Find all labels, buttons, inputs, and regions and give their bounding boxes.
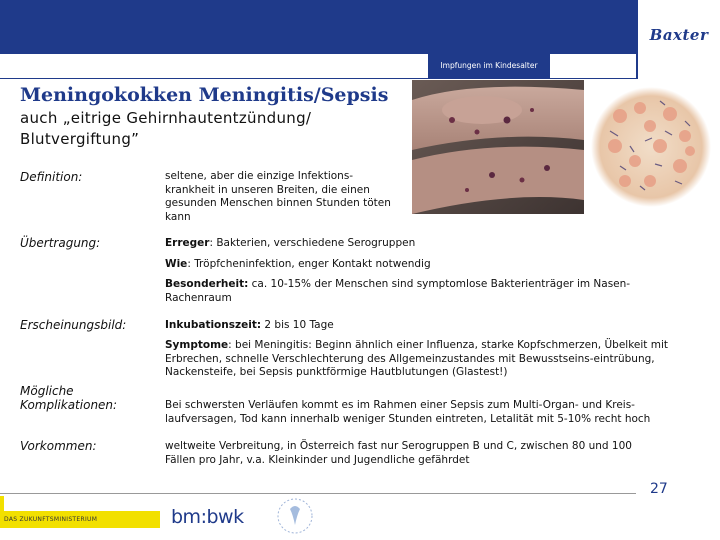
microscopy-image	[590, 86, 712, 208]
occurrence-label: Vorkommen:	[20, 439, 97, 453]
header-rule	[0, 78, 638, 79]
transmission-label: Übertragung:	[20, 236, 101, 250]
presentation-label: Erscheinungsbild:	[20, 318, 127, 332]
petechiae-photo	[412, 80, 584, 214]
complications-label: Mögliche Komplikationen:	[20, 384, 118, 412]
ministry-banner: DAS ZUKUNFTSMINISTERIUM	[0, 511, 160, 528]
definition-text: seltene, aber die einzige Infektions-krankheit in unseren Breiten, die einen gesunden Menschen binnen Stunden töten kann	[165, 170, 391, 223]
how-line	[165, 258, 705, 272]
footer-rule	[0, 493, 636, 494]
special-text: ca. 10-15% der Menschen sind symptomlose Bakterienträger im Nasen-Rachenraum	[165, 278, 631, 304]
special-label: Besonderheit:	[165, 278, 249, 290]
symptoms-text: : bei Meningitis: Beginn ähnlich einer Influenza, starke Kopfschmerzen, Übelkeit mit Erbrechen, schnelle Verschlechterung des Allgemeinzustandes mit Bewusstseins-eintrübung, Nackensteife, bei Sepsis punktförmige Hautblutungen (Glastest!)	[165, 339, 668, 378]
how-text: : Tröpfcheninfektion, enger Kontakt notwendig	[187, 258, 431, 270]
baxter-logo: Baxter	[649, 26, 709, 44]
how-label: Wie	[165, 258, 188, 270]
slide-title: Meningokokken Meningitis/Sepsis	[20, 84, 389, 106]
pathogen-label: Erreger	[165, 237, 210, 249]
incubation-line	[165, 319, 705, 333]
section-tag: Impfungen im Kindesalter	[428, 54, 550, 78]
bmbwk-logo: bm:bwk	[171, 506, 244, 528]
incubation-text: 2 bis 10 Tage	[261, 319, 334, 331]
header-bar	[0, 0, 636, 54]
symptoms-label: Symptome	[165, 339, 229, 351]
occurrence-text: weltweite Verbreitung, in Österreich fast nur Serogruppen B und C, zwischen 80 und 100 Fällen pro Jahr, v.a. Kleinkinder und Jugendliche gefährdet	[165, 440, 632, 466]
definition-label: Definition:	[20, 170, 83, 184]
incubation-label: Inkubationszeit:	[165, 319, 262, 331]
pathogen-line	[165, 237, 705, 251]
complications-text: Bei schwersten Verläufen kommt es im Rahmen einer Sepsis zum Multi-Organ- und Kreis-laufversagen, Tod kann innerhalb weniger Stunden eintreten, Letalität mit 5-10% recht hoch	[165, 399, 651, 425]
page-number: 27	[650, 481, 668, 497]
ministry-bar-accent	[0, 496, 4, 511]
symptoms-line	[165, 339, 697, 380]
special-line	[165, 278, 685, 305]
pathogen-text: : Bakterien, verschiedene Serogruppen	[209, 237, 416, 249]
slide-subtitle: auch „eitrige Gehirnhautentzündung/ Blutvergiftung”	[20, 109, 312, 148]
seal-icon	[266, 495, 324, 537]
